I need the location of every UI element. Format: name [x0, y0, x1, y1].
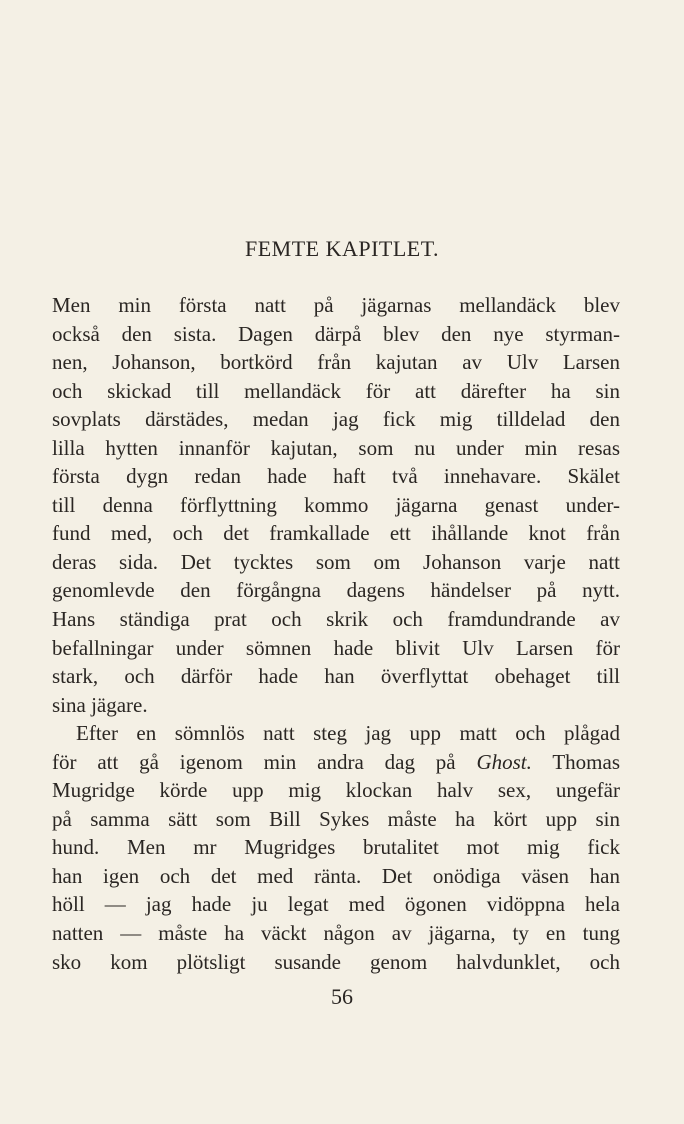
text-line: Efter en sömnlös natt steg jag upp matt och plågad [76, 721, 620, 746]
text-line: Men min första natt på jägarnas mellandäck blev [52, 293, 620, 317]
text-line: också den sista. Dagen därpå blev den nye styrman- [52, 321, 620, 346]
text-line: deras sida. Det tycktes som om Johanson varje natt [52, 549, 620, 574]
text-segment: för att gå igenom min andra dag på [52, 749, 456, 774]
text-line: sko kom plötsligt susande genom halvdunklet, och [52, 949, 620, 974]
text-line: sovplats därstädes, medan jag fick mig tilldelad den [52, 407, 620, 432]
text-line: Mugridge körde upp mig klockan halv sex, ungefär [52, 778, 620, 803]
text-line: nen, Johanson, bortkörd från kajutan av Ulv Larsen [52, 350, 620, 375]
text-line: genomlevde den förgångna dagens händelser på nytt. [52, 578, 620, 603]
text-line: hund. Men mr Mugridges brutalitet mot mig fick [52, 835, 620, 860]
text-line: på samma sätt som Bill Sykes måste ha kört upp sin [52, 806, 620, 831]
text-line: stark, och därför hade han överflyttat obehaget till [52, 664, 620, 689]
text-line: sina jägare. [52, 692, 148, 717]
text-line: till denna förflyttning kommo jägarna genast under- [52, 492, 620, 517]
text-line: fund med, och det framkallade ett ihållande knot från [52, 521, 620, 546]
text-line: han igen och det med ränta. Det onödiga väsen han [52, 863, 620, 888]
text-line: första dygn redan hade haft två innehavare. Skälet [52, 464, 620, 489]
chapter-title: FEMTE KAPITLET. [244, 236, 440, 261]
text-segment: Thomas [552, 749, 621, 774]
body-text [52, 291, 620, 976]
text-line: lilla hytten innanför kajutan, som nu under min resas [52, 435, 620, 460]
text-line: befallningar under sömnen hade blivit Ulv Larsen för [52, 635, 620, 660]
text-line: Hans ständiga prat och skrik och framdundrande av [52, 607, 620, 632]
text-line: natten — måste ha väckt någon av jägarna, ty en tung [52, 921, 620, 946]
text-line: och skickad till mellandäck för att därefter ha sin [52, 378, 620, 403]
ship-name: Ghost. [476, 749, 532, 774]
page-number: 56 [331, 984, 353, 1009]
text-line-mixed [52, 748, 620, 777]
text-line: höll — jag hade ju legat med ögonen vidöppna hela [52, 892, 620, 917]
